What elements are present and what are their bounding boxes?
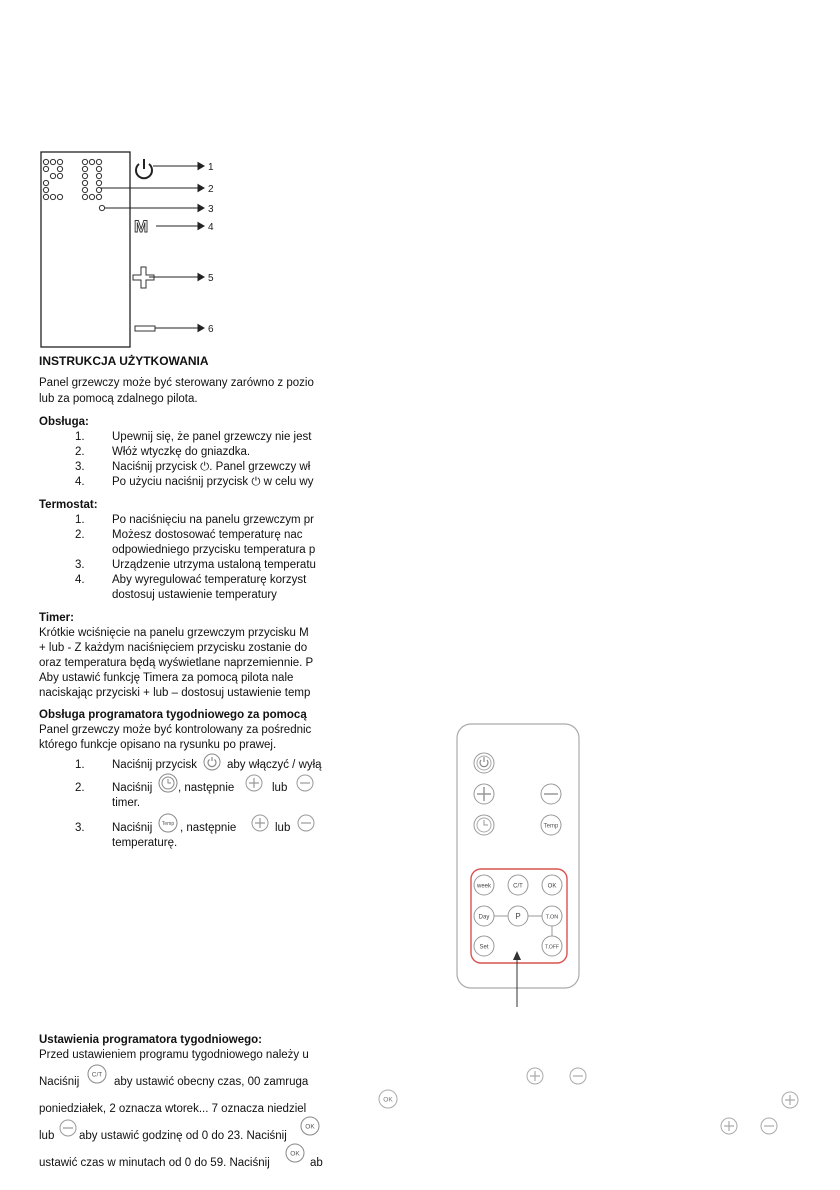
callout-2: 2 bbox=[208, 184, 214, 195]
timer-line: Aby ustawić funkcję Timera za pomocą pilota nale bbox=[39, 672, 294, 684]
step-text: Naciśnij bbox=[112, 822, 153, 834]
timer-heading: Timer: bbox=[39, 612, 74, 624]
list-number: 3. bbox=[75, 822, 85, 834]
list-number: 1. bbox=[75, 431, 85, 443]
list-number: 1. bbox=[75, 514, 85, 526]
minus-circle-icon bbox=[569, 1067, 587, 1085]
callout-5: 5 bbox=[208, 273, 214, 284]
ok-button-icon bbox=[542, 875, 562, 895]
step-text: timer. bbox=[112, 797, 141, 809]
timer-line: naciskając przyciski + lub – dostosuj ustawienie temp bbox=[39, 687, 311, 699]
remote-control bbox=[455, 722, 585, 1012]
ok-icon bbox=[285, 1143, 305, 1163]
list-number: 2. bbox=[75, 529, 85, 541]
list-number: 2. bbox=[75, 446, 85, 458]
settings-line: lub bbox=[39, 1130, 55, 1142]
mode-m-icon: M bbox=[134, 217, 149, 236]
list-item: Aby wyregulować temperaturę korzyst bbox=[112, 574, 307, 586]
timer-line: + lub - Z każdym naciśnięciem przycisku zostanie do bbox=[39, 642, 308, 654]
svg-text:Temp: Temp bbox=[161, 821, 175, 827]
ct-button-icon bbox=[508, 875, 528, 895]
step-text: Naciśnij bbox=[112, 782, 153, 794]
step-text: , następnie bbox=[180, 822, 237, 834]
step-text: lub bbox=[275, 822, 291, 834]
intro-line-2: lub za pomocą zdalnego pilota. bbox=[39, 393, 198, 405]
p-button-icon bbox=[508, 906, 528, 926]
list-number: 3. bbox=[75, 461, 85, 473]
settings-heading: Ustawienia programatora tygodniowego: bbox=[39, 1034, 262, 1046]
settings-line: poniedziałek, 2 oznacza wtorek... 7 oznacza niedziel bbox=[39, 1103, 307, 1115]
minus-circle-icon bbox=[59, 1119, 77, 1137]
step-text: lub bbox=[272, 782, 288, 794]
list-item: Po użyciu naciśnij przycisk ⏻ w celu wy bbox=[112, 476, 314, 488]
minus-icon bbox=[135, 326, 155, 331]
callout-6: 6 bbox=[208, 324, 214, 335]
ok-icon bbox=[378, 1089, 398, 1109]
ton-button-icon bbox=[542, 906, 562, 926]
plus-button-icon bbox=[474, 784, 494, 804]
svg-text:OK: OK bbox=[305, 1123, 315, 1131]
weekly-line: którego funkcje opisano na rysunku po prawej. bbox=[39, 739, 277, 751]
list-item: dostosuj ustawienie temperatury bbox=[112, 589, 277, 601]
svg-text:P: P bbox=[515, 912, 521, 921]
set-button-icon bbox=[474, 936, 494, 956]
settings-line: aby ustawić godzinę od 0 do 23. Naciśnij bbox=[79, 1130, 287, 1142]
svg-text:OK: OK bbox=[383, 1096, 393, 1104]
settings-line: Naciśnij bbox=[39, 1076, 80, 1088]
step-text: , następnie bbox=[178, 782, 235, 794]
instructions-column bbox=[39, 354, 325, 1190]
list-number: 4. bbox=[75, 574, 85, 586]
svg-text:Temp: Temp bbox=[543, 823, 559, 830]
list-item: Możesz dostosować temperaturę nac bbox=[112, 529, 303, 541]
timer-line: oraz temperatura będą wyświetlane naprzemiennie. P bbox=[39, 657, 314, 669]
list-number: 4. bbox=[75, 476, 85, 488]
list-item: Upewnij się, że panel grzewczy nie jest bbox=[112, 431, 312, 443]
svg-text:week: week bbox=[476, 883, 492, 890]
svg-text:C/T: C/T bbox=[513, 883, 523, 890]
step-text: temperaturę. bbox=[112, 837, 178, 849]
timer-line: Krótkie wciśnięcie na panelu grzewczym przycisku M bbox=[39, 627, 309, 639]
minus-circle-icon bbox=[297, 814, 315, 832]
remote-figure bbox=[455, 722, 585, 1012]
obsluga-heading: Obsługa: bbox=[39, 416, 89, 428]
plus-circle-icon bbox=[720, 1117, 738, 1135]
minus-button-icon bbox=[541, 784, 561, 804]
week-button-icon bbox=[474, 875, 494, 895]
plus-circle-icon bbox=[245, 774, 263, 792]
svg-text:Day: Day bbox=[478, 914, 490, 921]
list-item: Naciśnij przycisk ⏻. Panel grzewczy wł bbox=[112, 461, 311, 473]
settings-line: ustawić czas w minutach od 0 do 59. Naciśnij bbox=[39, 1157, 270, 1169]
ct-icon bbox=[87, 1064, 107, 1084]
minus-circle-icon bbox=[760, 1117, 778, 1135]
temp-icon bbox=[158, 813, 178, 833]
list-item: odpowiedniego przycisku temperatura p bbox=[112, 544, 316, 556]
svg-text:T.OFF: T.OFF bbox=[545, 944, 559, 951]
list-item: Po naciśnięciu na panelu grzewczym pr bbox=[112, 514, 314, 526]
svg-text:T.ON: T.ON bbox=[545, 914, 559, 921]
settings-line: ab bbox=[310, 1157, 323, 1169]
list-number: 3. bbox=[75, 559, 85, 571]
device-panel-figure bbox=[38, 150, 238, 350]
temp-button-icon bbox=[541, 815, 561, 835]
instructions-title: INSTRUKCJA UŻYTKOWANIA bbox=[39, 354, 209, 368]
plus-circle-icon bbox=[526, 1067, 544, 1085]
callout-4: 4 bbox=[208, 222, 214, 233]
device-diagram bbox=[38, 150, 238, 350]
settings-line: aby ustawić obecny czas, 00 zamruga bbox=[114, 1076, 309, 1088]
callout-1: 1 bbox=[208, 162, 214, 173]
weekly-line: Panel grzewczy może być kontrolowany za pośrednic bbox=[39, 724, 312, 736]
plus-circle-icon bbox=[251, 814, 269, 832]
toff-button-icon bbox=[542, 936, 562, 956]
svg-text:OK: OK bbox=[290, 1150, 300, 1158]
step-text: aby włączyć / wyłą bbox=[227, 759, 322, 771]
plus-circle-icon bbox=[781, 1091, 799, 1109]
ok-icon bbox=[300, 1116, 320, 1136]
power-button-icon bbox=[474, 753, 494, 773]
list-item: Urządzenie utrzyma ustaloną temperatu bbox=[112, 559, 316, 571]
settings-line: Przed ustawieniem programu tygodniowego należy u bbox=[39, 1049, 309, 1061]
svg-text:C/T: C/T bbox=[91, 1071, 103, 1079]
list-number: 2. bbox=[75, 782, 85, 794]
svg-text:Set: Set bbox=[479, 944, 489, 951]
callout-3: 3 bbox=[208, 204, 214, 215]
step-text: Naciśnij przycisk bbox=[112, 759, 197, 771]
clock-icon bbox=[158, 773, 178, 793]
power-icon bbox=[136, 159, 152, 178]
day-button-icon bbox=[474, 906, 494, 926]
list-item: Włóż wtyczkę do gniazdka. bbox=[112, 446, 251, 458]
intro-line-1: Panel grzewczy może być sterowany zarówno z pozio bbox=[39, 377, 314, 389]
svg-text:OK: OK bbox=[547, 883, 557, 890]
termostat-heading: Termostat: bbox=[39, 499, 98, 511]
clock-button-icon bbox=[474, 815, 494, 835]
minus-circle-icon bbox=[296, 774, 314, 792]
weekly-heading: Obsługa programatora tygodniowego za pomocą bbox=[39, 709, 307, 721]
power-icon bbox=[203, 753, 221, 771]
list-number: 1. bbox=[75, 759, 85, 771]
